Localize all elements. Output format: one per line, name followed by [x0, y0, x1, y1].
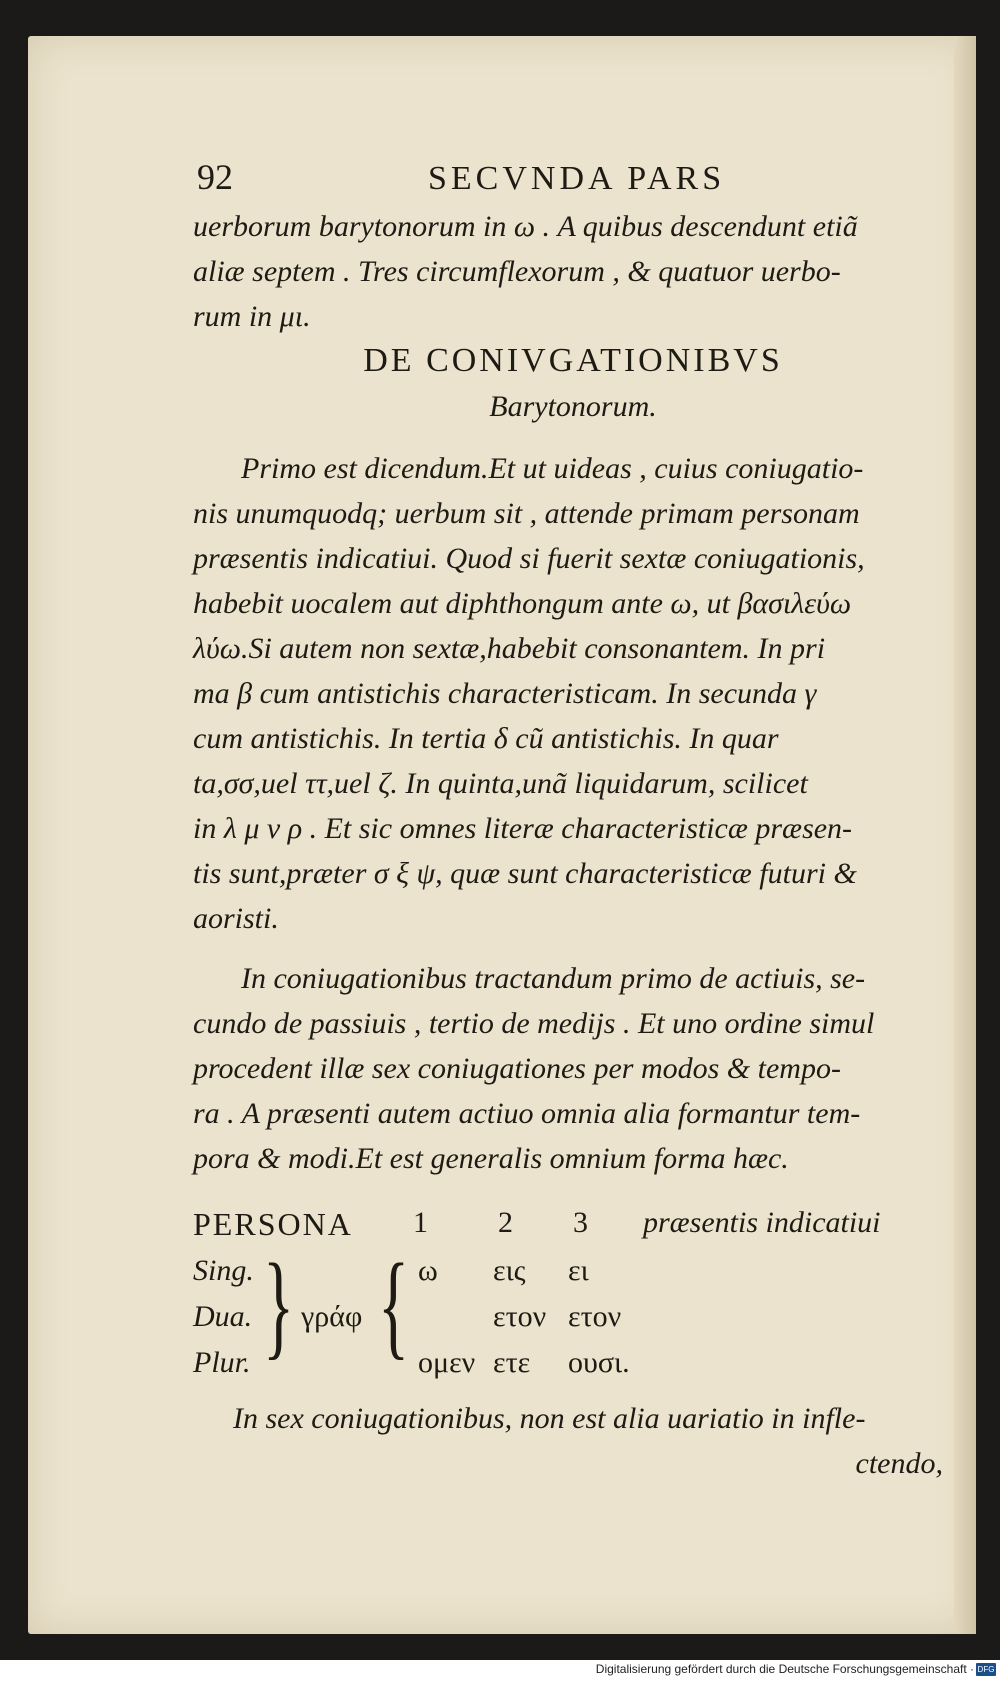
page-number: 92	[197, 157, 233, 197]
paragraph-1	[193, 446, 953, 941]
section-subtitle: Barytonorum.	[489, 390, 657, 423]
text-line: præsentis indicatiui. Quod si fuerit sextæ coniugationis,	[193, 542, 865, 575]
paradigm-col-2: 2	[498, 1206, 513, 1239]
row-number-label: Sing.	[193, 1254, 254, 1287]
ending-cell: εις	[493, 1254, 526, 1287]
digitization-footer	[0, 1660, 1000, 1681]
row-number-label: Plur.	[193, 1346, 251, 1379]
text-line: In coniugationibus tractandum primo de actiuis, se-	[241, 962, 866, 995]
intro-paragraph	[193, 204, 953, 339]
catchword: ctendo,	[855, 1447, 943, 1480]
text-line: aliæ septem . Tres circumflexorum , & quatuor uerbo-	[193, 255, 841, 288]
paradigm-stem: γράφ	[301, 1300, 363, 1333]
closing-paragraph	[193, 1396, 953, 1486]
text-line: ra . A præsenti autem actiuo omnia alia formantur tem-	[193, 1097, 861, 1130]
text-line: rum in μι.	[193, 300, 311, 333]
ending-cell: ετον	[568, 1300, 622, 1333]
ending-cell: ετον	[493, 1300, 547, 1333]
text-line: tis sunt,præter σ ξ ψ, quæ sunt characteristicæ futuri &	[193, 857, 857, 890]
brace-right: {	[378, 1239, 410, 1370]
paragraph-2	[193, 956, 953, 1181]
brace-left: }	[263, 1239, 295, 1370]
text-line: cundo de passiuis , tertio de medijs . Et uno ordine simul	[193, 1007, 875, 1040]
text-line: In sex coniugationibus, non est alia uariatio in infle-	[233, 1402, 866, 1435]
dfg-logo-icon: DFG	[977, 1665, 995, 1674]
paradigm-col-1: 1	[413, 1206, 428, 1239]
paradigm-col-3: 3	[573, 1206, 588, 1239]
paradigm-label: PERSONA	[193, 1206, 353, 1242]
text-line: procedent illæ sex coniugationes per modos & tempo-	[193, 1052, 841, 1085]
text-line: λύω.Si autem non sextæ,habebit consonantem. In pri	[193, 632, 826, 665]
text-line: Primo est dicendum.Et ut uideas , cuius coniugatio-	[241, 452, 864, 485]
ending-cell: ω	[418, 1254, 438, 1287]
text-line: habebit uocalem aut diphthongum ante ω, ut βασιλεύω	[193, 587, 852, 620]
paradigm-table	[193, 1206, 953, 1396]
text-line: pora & modi.Et est generalis omnium forma hæc.	[193, 1142, 789, 1175]
text-line: ma β cum antistichis characteristicam. In secunda γ	[193, 677, 817, 710]
section-title: DE CONIVGATIONIBVS	[363, 342, 783, 379]
text-line: uerborum barytonorum in ω . A quibus descendunt etiã	[193, 210, 858, 243]
ending-cell: ομεν	[418, 1346, 476, 1379]
row-number-label: Dua.	[193, 1300, 253, 1333]
page-edge	[954, 36, 976, 1634]
page-header	[193, 156, 953, 206]
ending-cell: ει	[568, 1254, 589, 1287]
ending-cell: ουσι.	[568, 1346, 630, 1379]
paradigm-caption: præsentis indicatiui	[643, 1206, 881, 1239]
text-line: in λ μ ν ρ . Et sic omnes literæ characteristicæ præsen-	[193, 812, 853, 845]
text-line: ta,σσ,uel ττ,uel ζ. In quinta,unã liquidarum, scilicet	[193, 767, 808, 800]
text-line: cum antistichis. In tertia δ cũ antistichis. In quar	[193, 722, 779, 755]
ending-cell: ετε	[493, 1346, 531, 1379]
book-page	[28, 36, 976, 1634]
text-line: aoristi.	[193, 902, 279, 935]
running-head: SECVNDA PARS	[428, 160, 726, 197]
text-line: nis unumquodq; uerbum sit , attende primam personam	[193, 497, 860, 530]
dfg-credit: Digitalisierung gefördert durch die Deutsche Forschungsgemeinschaft ·	[595, 1662, 974, 1676]
